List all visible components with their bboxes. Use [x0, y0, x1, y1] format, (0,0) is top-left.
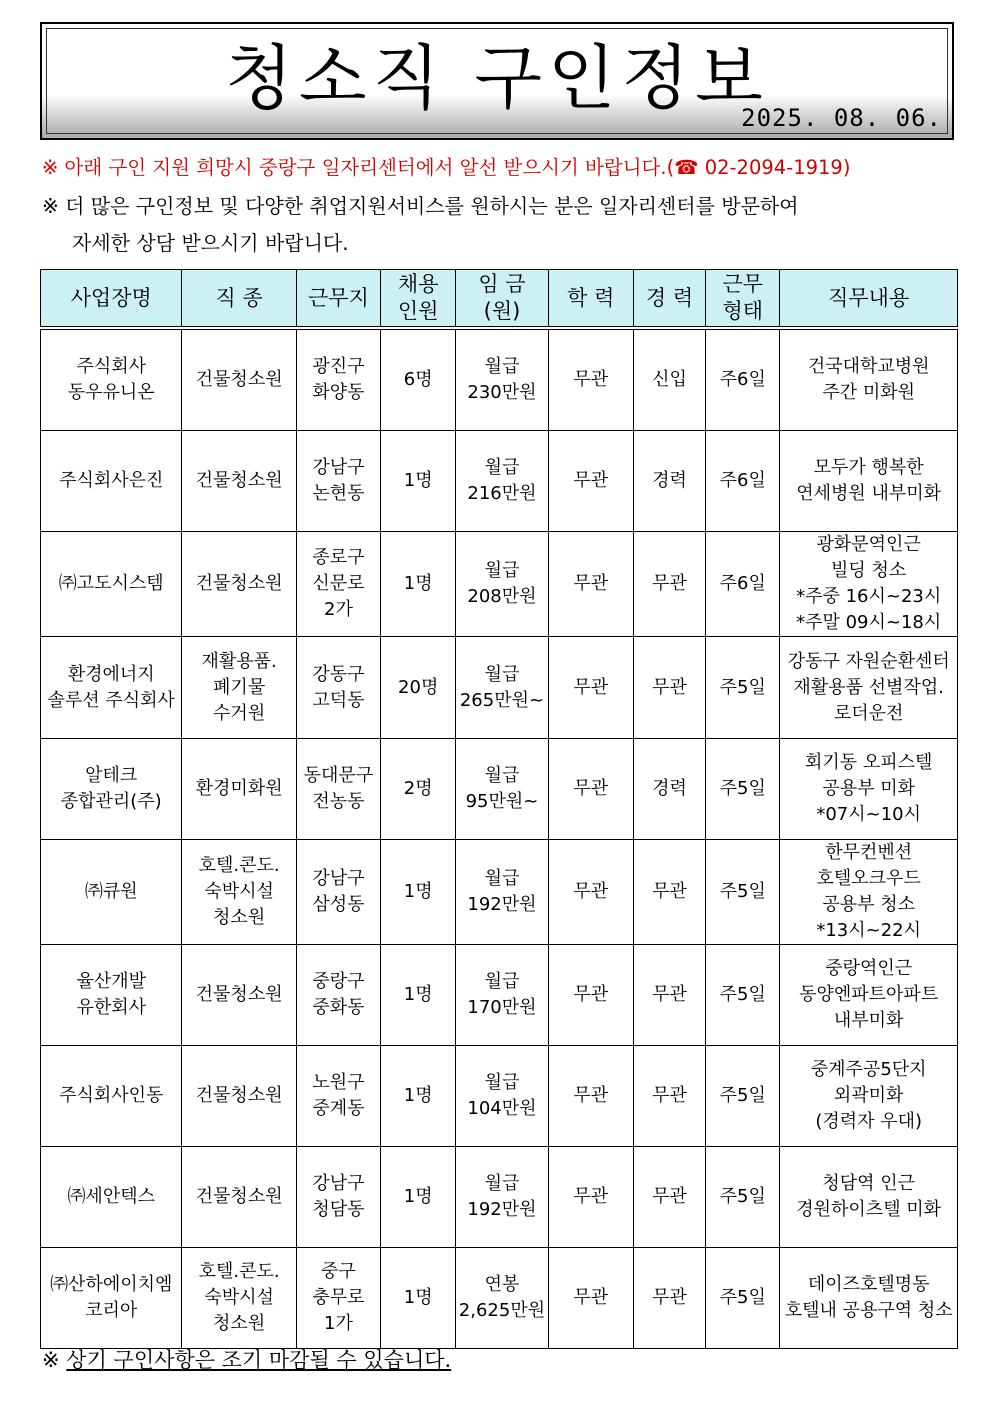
- cell-duties: 강동구 자원순환센터 재활용품 선별작업. 로더운전: [780, 637, 958, 739]
- cell-location: 광진구 화양동: [296, 328, 380, 431]
- cell-job-type: 재활용품. 폐기물 수거원: [182, 637, 296, 739]
- cell-duties: 회기동 오피스텔 공용부 미화 *07시~10시: [780, 739, 958, 840]
- cell-company: ㈜큐원: [41, 840, 182, 945]
- referral-notice: ※ 아래 구인 지원 희망시 중랑구 일자리센터에서 알선 받으시기 바랍니다.(☎ 02-2094-1919): [42, 156, 851, 179]
- cell-location: 강남구 논현동: [296, 431, 380, 532]
- cell-wage: 월급 216만원: [456, 431, 548, 532]
- cell-wage: 월급 192만원: [456, 840, 548, 945]
- cell-duties: 모두가 행복한 연세병원 내부미화: [780, 431, 958, 532]
- cell-education: 무관: [548, 328, 633, 431]
- col-header-experience: 경 력: [633, 270, 705, 329]
- cell-experience: 무관: [633, 945, 705, 1046]
- cell-wage: 월급 208만원: [456, 532, 548, 637]
- cell-education: 무관: [548, 945, 633, 1046]
- cell-duties: 중랑역인근 동양엔파트아파트 내부미화: [780, 945, 958, 1046]
- cell-experience: 무관: [633, 532, 705, 637]
- cell-headcount: 6명: [381, 328, 456, 431]
- cell-location: 종로구 신문로 2가: [296, 532, 380, 637]
- table-row: [41, 840, 958, 945]
- cell-wage: 월급 265만원~: [456, 637, 548, 739]
- cell-company: 환경에너지 솔루션 주식회사: [41, 637, 182, 739]
- col-header-education: 학 력: [548, 270, 633, 329]
- cell-duties: 데이즈호텔명동 호텔내 공용구역 청소: [780, 1248, 958, 1349]
- cell-work-schedule: 주5일: [706, 1147, 780, 1248]
- table-row: [41, 1147, 958, 1248]
- col-header-company: 사업장명: [41, 270, 182, 329]
- job-listings-table: [40, 269, 958, 1349]
- cell-location: 중구 충무로 1가: [296, 1248, 380, 1349]
- posting-date: 2025. 08. 06.: [741, 104, 942, 132]
- table-row: [41, 328, 958, 431]
- cell-location: 중랑구 중화동: [296, 945, 380, 1046]
- cell-job-type: 환경미화원: [182, 739, 296, 840]
- cell-work-schedule: 주5일: [706, 1046, 780, 1147]
- title-banner: [40, 22, 954, 140]
- cell-experience: 신입: [633, 328, 705, 431]
- table-row: [41, 945, 958, 1046]
- cell-work-schedule: 주5일: [706, 739, 780, 840]
- cell-education: 무관: [548, 1147, 633, 1248]
- cell-wage: 월급 192만원: [456, 1147, 548, 1248]
- table-header-row: [41, 270, 958, 329]
- cell-experience: 무관: [633, 840, 705, 945]
- cell-job-type: 건물청소원: [182, 431, 296, 532]
- cell-company: ㈜고도시스템: [41, 532, 182, 637]
- cell-education: 무관: [548, 431, 633, 532]
- cell-experience: 무관: [633, 1147, 705, 1248]
- cell-company: 주식회사인동: [41, 1046, 182, 1147]
- cell-job-type: 건물청소원: [182, 328, 296, 431]
- table-row: [41, 1248, 958, 1349]
- cell-work-schedule: 주5일: [706, 945, 780, 1046]
- cell-headcount: 1명: [381, 1248, 456, 1349]
- cell-headcount: 1명: [381, 945, 456, 1046]
- cell-work-schedule: 주6일: [706, 431, 780, 532]
- cell-location: 노원구 중계동: [296, 1046, 380, 1147]
- cell-experience: 경력: [633, 431, 705, 532]
- cell-education: 무관: [548, 1046, 633, 1147]
- cell-experience: 무관: [633, 637, 705, 739]
- cell-job-type: 호텔.콘도. 숙박시설 청소원: [182, 840, 296, 945]
- cell-company: 주식회사 동우유니온: [41, 328, 182, 431]
- col-header-location: 근무지: [296, 270, 380, 329]
- cell-company: 율산개발 유한회사: [41, 945, 182, 1046]
- table-row: [41, 1046, 958, 1147]
- cell-experience: 경력: [633, 739, 705, 840]
- cell-location: 강남구 삼성동: [296, 840, 380, 945]
- cell-work-schedule: 주6일: [706, 532, 780, 637]
- cell-wage: 월급 170만원: [456, 945, 548, 1046]
- table-row: [41, 739, 958, 840]
- cell-company: ㈜세안텍스: [41, 1147, 182, 1248]
- cell-company: ㈜산하에이치엠 코리아: [41, 1248, 182, 1349]
- table-row: [41, 637, 958, 739]
- cell-job-type: 건물청소원: [182, 1147, 296, 1248]
- reference-mark: ※: [42, 1348, 60, 1372]
- cell-duties: 한무컨벤션 호텔오크우드 공용부 청소 *13시~22시: [780, 840, 958, 945]
- cell-company: 알테크 종합관리(주): [41, 739, 182, 840]
- cell-job-type: 건물청소원: [182, 1046, 296, 1147]
- col-header-headcount: 채용 인원: [381, 270, 456, 329]
- cell-education: 무관: [548, 1248, 633, 1349]
- cell-education: 무관: [548, 532, 633, 637]
- cell-work-schedule: 주5일: [706, 1248, 780, 1349]
- cell-location: 동대문구 전농동: [296, 739, 380, 840]
- cell-wage: 연봉 2,625만원: [456, 1248, 548, 1349]
- col-header-wage: 임 금 (원): [456, 270, 548, 329]
- cell-headcount: 2명: [381, 739, 456, 840]
- cell-duties: 청담역 인근 경원하이츠텔 미화: [780, 1147, 958, 1248]
- col-header-work-schedule: 근무 형태: [706, 270, 780, 329]
- cell-experience: 무관: [633, 1046, 705, 1147]
- page-title: 청소직 구인정보: [225, 37, 769, 119]
- col-header-duties: 직무내용: [780, 270, 958, 329]
- cell-headcount: 1명: [381, 840, 456, 945]
- closing-notice-text: 상기 구인사항은 조기 마감될 수 있습니다.: [66, 1348, 452, 1372]
- cell-experience: 무관: [633, 1248, 705, 1349]
- cell-headcount: 1명: [381, 532, 456, 637]
- cell-headcount: 20명: [381, 637, 456, 739]
- cell-education: 무관: [548, 840, 633, 945]
- cell-duties: 광화문역인근 빌딩 청소 *주중 16시~23시 *주말 09시~18시: [780, 532, 958, 637]
- cell-wage: 월급 230만원: [456, 328, 548, 431]
- cell-wage: 월급 95만원~: [456, 739, 548, 840]
- cell-headcount: 1명: [381, 1046, 456, 1147]
- closing-notice: [42, 1345, 451, 1375]
- cell-location: 강동구 고덕동: [296, 637, 380, 739]
- cell-duties: 건국대학교병원 주간 미화원: [780, 328, 958, 431]
- cell-location: 강남구 청담동: [296, 1147, 380, 1248]
- cell-wage: 월급 104만원: [456, 1046, 548, 1147]
- cell-education: 무관: [548, 739, 633, 840]
- cell-headcount: 1명: [381, 1147, 456, 1248]
- cell-job-type: 건물청소원: [182, 532, 296, 637]
- table-row: [41, 431, 958, 532]
- service-notice-line2: 자세한 상담 받으시기 바랍니다.: [72, 231, 349, 255]
- cell-job-type: 호텔.콘도. 숙박시설 청소원: [182, 1248, 296, 1349]
- cell-education: 무관: [548, 637, 633, 739]
- cell-headcount: 1명: [381, 431, 456, 532]
- cell-work-schedule: 주6일: [706, 328, 780, 431]
- table-row: [41, 532, 958, 637]
- cell-company: 주식회사은진: [41, 431, 182, 532]
- cell-work-schedule: 주5일: [706, 840, 780, 945]
- cell-work-schedule: 주5일: [706, 637, 780, 739]
- cell-job-type: 건물청소원: [182, 945, 296, 1046]
- col-header-job-type: 직 종: [182, 270, 296, 329]
- cell-duties: 중계주공5단지 외곽미화 (경력자 우대): [780, 1046, 958, 1147]
- service-notice-line1: ※ 더 많은 구인정보 및 다양한 취업지원서비스를 원하시는 분은 일자리센터를 방문하여: [42, 194, 799, 218]
